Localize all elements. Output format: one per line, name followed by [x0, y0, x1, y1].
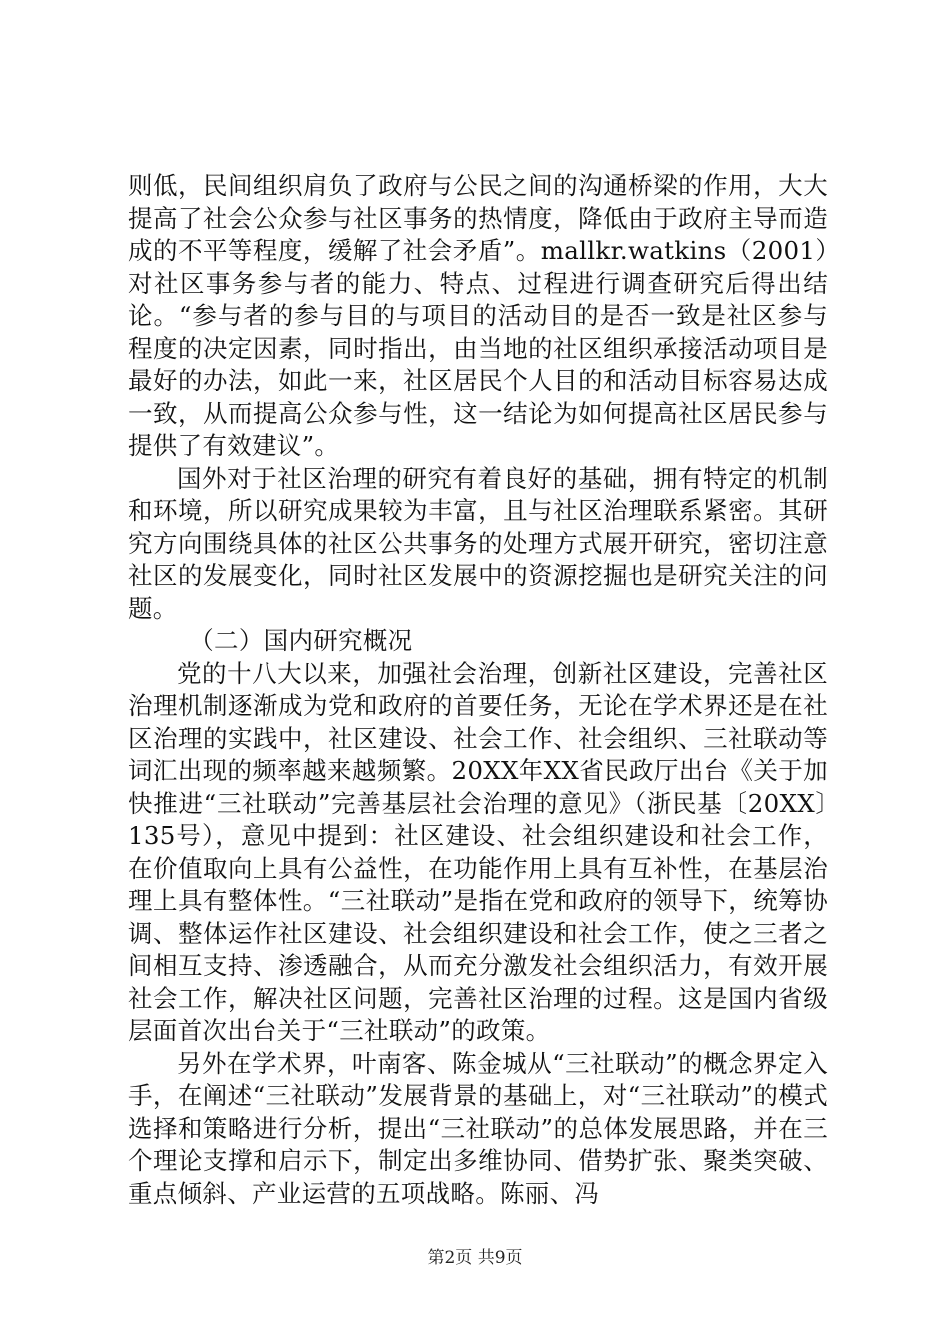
paragraph-domestic-policy: 党的十八大以来，加强社会治理，创新社区建设，完善社区治理机制逐渐成为党和政府的首要任务，无论在学术界还是在社区治理的实践中，社区建设、社会工作、社会组织、三社联动等词汇出现的频率越来越频繁。20XX年XX省民政厅出台《关于加快推进“三社联动”完善基层社会治理的意见》（浙民基〔20XX〕135号），意见中提到：社区建设、社会组织建设和社会工作，在价值取向上具有公益性，在功能作用上具有互补性，在基层治理上具有整体性。“三社联动”是指在党和政府的领导下，统筹协调、整体运作社区建设、社会组织建设和社会工作，使之三者之间相互支持、渗透融合，从而充分激发社会组织活力，有效开展社会工作，解决社区问题，完善社区治理的过程。这是国内省级层面首次出台关于“三社联动”的政策。	[128, 658, 828, 1045]
paragraph-foreign-research: 国外对于社区治理的研究有着良好的基础，拥有特定的机制和环境，所以研究成果较为丰富，且与社区治理联系紧密。其研究方向围绕具体的社区公共事务的处理方式展开研究，密切注意社区的发展变化，同时社区发展中的资源挖掘也是研究关注的问题。	[128, 463, 828, 623]
section-heading-domestic-research: （二）国内研究概况	[189, 626, 413, 655]
paragraph-academic-research: 另外在学术界，叶南客、陈金城从“三社联动”的概念界定入手，在阐述“三社联动”发展背景的基础上，对“三社联动”的模式选择和策略进行分析，提出“三社联动”的总体发展思路，并在三个理论支撑和启示下，制定出多维协同、借势扩张、聚类突破、重点倾斜、产业运营的五项战略。陈丽、冯	[128, 1048, 828, 1208]
document-body	[128, 170, 828, 1210]
page-number-footer: 第2页 共9页	[427, 1248, 523, 1268]
paragraph-continuation: 则低，民间组织肩负了政府与公民之间的沟通桥梁的作用，大大提高了社会公众参与社区事务的热情度，降低由于政府主导而造成的不平等程度，缓解了社会矛盾”。mallkr.watkins（2001）对社区事务参与者的能力、特点、过程进行调查研究后得出结论。“参与者的参与目的与项目的活动目的是否一致是社区参与程度的决定因素，同时指出，由当地的社区组织承接活动项目是最好的办法，如此一来，社区居民个人目的和活动目标容易达成一致，从而提高公众参与性，这一结论为如何提高社区居民参与提供了有效建议”。	[128, 171, 828, 460]
